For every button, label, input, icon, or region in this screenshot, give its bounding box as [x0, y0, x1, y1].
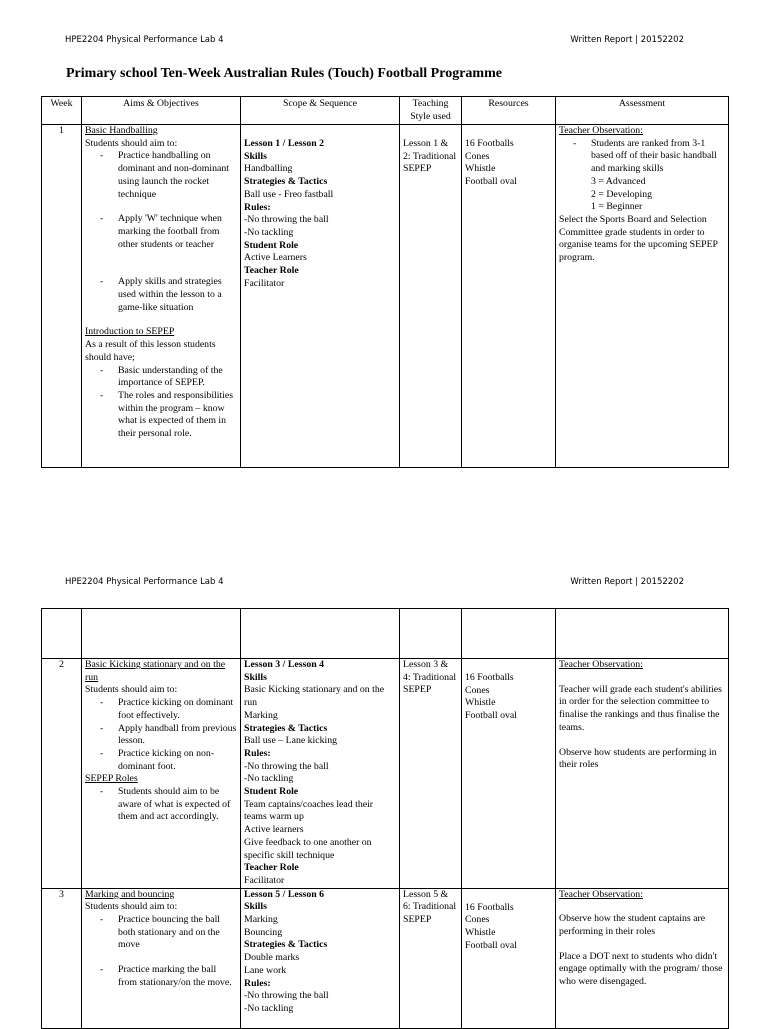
assessment-text: Observe how the student captains are performing in their roles — [559, 913, 706, 938]
aims-heading: Basic Kicking stationary and on the run — [85, 659, 226, 683]
aims-intro-2: As a result of this lesson students should have; — [85, 339, 216, 363]
week-number: 1 — [42, 125, 82, 468]
aims-heading-2: Introduction to SEPEP — [85, 326, 175, 338]
style-cell — [400, 659, 462, 889]
aims-cell — [82, 888, 241, 1028]
skills-heading: Skills — [244, 901, 267, 913]
aims-intro: Students should aim to: — [85, 684, 178, 696]
student-role-text: Give feedback to one another on specific skill technique — [244, 836, 372, 861]
aims-heading: Basic Handballing — [85, 125, 158, 136]
skills-text: Marking — [244, 709, 278, 721]
list-item: - Apply handball from previous lesson. — [118, 723, 237, 748]
col-assessment-header: Assessment — [556, 97, 729, 125]
list-item: - Practice bouncing the ball both stationary and on the move — [118, 914, 237, 952]
rules-heading: Rules: — [244, 201, 271, 213]
strategies-text: Lane work — [244, 964, 287, 976]
strategies-text: Ball use - Freo fastball — [244, 188, 334, 200]
aims-cell — [82, 125, 241, 468]
resource-item: 16 Footballs — [465, 672, 514, 683]
rule-text: -No tackling — [244, 773, 294, 785]
rules-heading: Rules: — [244, 747, 271, 759]
resource-item: Whistle — [465, 163, 496, 175]
scope-cell — [241, 125, 400, 468]
level-text: 3 = Advanced — [591, 175, 646, 187]
scope-cell — [241, 659, 400, 889]
skills-heading: Skills — [244, 150, 267, 162]
document-title: Primary school Ten-Week Australian Rules (Touch) Football Programme — [66, 66, 502, 81]
rule-text: -No tackling — [244, 1002, 294, 1014]
resource-item: Cones — [465, 914, 490, 926]
strategies-text: Double marks — [244, 952, 300, 964]
skills-text: Marking — [244, 914, 278, 926]
aims-list-2 — [85, 786, 237, 824]
skills-text: Handballing — [244, 163, 293, 175]
list-item: - Practice marking the ball from stationary/on the move. — [118, 964, 237, 989]
list-item: - Apply 'W' technique when marking the football from other students or teacher — [118, 213, 237, 251]
assessment-heading: Teacher Observation: — [559, 125, 643, 136]
resource-item: Cones — [465, 684, 490, 696]
week-number: 2 — [42, 659, 82, 889]
list-item: - Basic understanding of the importance of SEPEP. — [118, 365, 237, 390]
table-header-row — [42, 97, 729, 125]
resource-item: Football oval — [465, 939, 517, 951]
page2-header-left: HPE2204 Physical Performance Lab 4 — [65, 577, 224, 587]
assessment-heading: Teacher Observation: — [559, 888, 643, 900]
student-role-heading: Student Role — [244, 786, 299, 798]
table-row-week-3 — [42, 888, 729, 1028]
resources-cell — [462, 659, 556, 889]
resources-cell — [462, 125, 556, 468]
rule-text: -No throwing the ball — [244, 760, 329, 772]
table-row-week-2 — [42, 659, 729, 889]
skills-heading: Skills — [244, 671, 267, 683]
student-role-text: Active Learners — [244, 252, 307, 264]
list-item: - Practice handballing on dominant and non-dominant using launch the rocket technique — [118, 150, 237, 201]
col-aims-header: Aims & Objectives — [82, 97, 241, 125]
list-item: - Students should aim to be aware of what is expected of them and act accordingly. — [118, 786, 237, 824]
level-text: 1 = Beginner — [591, 201, 643, 213]
assessment-text: Teacher will grade each student's abilities in order for the selection committee to finalise the rankings and thus finalise the teams. — [559, 683, 722, 733]
col-week-header: Week — [42, 97, 82, 125]
empty-header-row — [42, 609, 729, 659]
list-item: - Students are ranked from 3-1 based off of their basic handball and marking skills — [591, 138, 725, 176]
aims-intro: Students should aim to: — [85, 137, 178, 149]
strategies-heading: Strategies & Tactics — [244, 939, 328, 951]
lesson-label: Lesson 3 / Lesson 4 — [244, 659, 325, 670]
teaching-style: Lesson 3 & 4: Traditional SEPEP — [403, 659, 457, 696]
lesson-label: Lesson 5 / Lesson 6 — [244, 888, 325, 900]
aims-intro: Students should aim to: — [85, 901, 178, 913]
aims-list-2 — [85, 365, 237, 441]
aims-heading: Marking and bouncing — [85, 888, 175, 900]
teaching-style: Lesson 5 & 6: Traditional SEPEP — [403, 888, 457, 926]
student-role-text: Active learners — [244, 824, 304, 836]
style-cell — [400, 125, 462, 468]
assessment-text: Observe how students are performing in their roles — [559, 746, 717, 771]
aims-list — [85, 150, 237, 314]
student-role-heading: Student Role — [244, 239, 299, 251]
resource-item: Football oval — [465, 710, 517, 722]
strategies-heading: Strategies & Tactics — [244, 722, 328, 734]
resource-item: Cones — [465, 150, 490, 162]
programme-table-page1 — [41, 96, 729, 468]
page-header-left: HPE2204 Physical Performance Lab 4 — [65, 35, 224, 45]
strategies-heading: Strategies & Tactics — [244, 176, 328, 188]
resource-item: Whistle — [465, 697, 496, 709]
rules-heading: Rules: — [244, 977, 271, 989]
lesson-label: Lesson 1 / Lesson 2 — [244, 138, 325, 149]
style-cell — [400, 888, 462, 1028]
aims-heading-2: SEPEP Roles — [85, 773, 138, 785]
scope-cell — [241, 888, 400, 1028]
assessment-cell — [556, 888, 729, 1028]
resources-cell — [462, 888, 556, 1028]
rule-text: -No throwing the ball — [244, 990, 329, 1002]
rule-text: -No tackling — [244, 226, 294, 238]
level-text: 2 = Developing — [591, 188, 653, 200]
teacher-role-heading: Teacher Role — [244, 862, 299, 874]
teaching-style: Lesson 1 & 2: Traditional SEPEP — [403, 138, 457, 175]
assessment-list — [559, 138, 725, 214]
assessment-text: Select the Sports Board and Selection Committee grade students in order to organise teams for the upcoming SEPEP program. — [559, 213, 718, 264]
strategies-text: Ball use – Lane kicking — [244, 735, 338, 747]
programme-table-page2 — [41, 608, 729, 1029]
list-item: - Practice kicking on dominant foot effectively. — [118, 697, 237, 722]
aims-list — [85, 914, 237, 990]
resource-item: Whistle — [465, 927, 496, 939]
col-resources-header: Resources — [462, 97, 556, 125]
assessment-text: Place a DOT next to students who didn't engage optimally with the program/ those who were disengaged. — [559, 950, 723, 988]
assessment-cell — [556, 659, 729, 889]
resource-item: Football oval — [465, 176, 517, 188]
resource-item: 16 Footballs — [465, 901, 514, 913]
list-item: - Practice kicking on non-dominant foot. — [118, 748, 237, 773]
aims-cell — [82, 659, 241, 889]
resource-item: 16 Footballs — [465, 138, 514, 149]
list-item: - The roles and responsibilities within the program – know what is expected of them in their personal role. — [118, 390, 237, 441]
teacher-role-text: Facilitator — [244, 874, 285, 886]
assessment-heading: Teacher Observation: — [559, 659, 643, 670]
aims-list — [85, 697, 237, 773]
table-row-week-1 — [42, 125, 729, 468]
page2-header-right: Written Report | 20152202 — [570, 577, 684, 587]
week-number: 3 — [42, 888, 82, 1028]
teacher-role-text: Facilitator — [244, 277, 285, 289]
col-style-header: Teaching Style used — [400, 97, 462, 125]
assessment-cell — [556, 125, 729, 468]
skills-text: Basic Kicking stationary and on the run — [244, 684, 385, 709]
page-header-right: Written Report | 20152202 — [570, 35, 684, 45]
rule-text: -No throwing the ball — [244, 214, 329, 226]
skills-text: Bouncing — [244, 926, 283, 938]
col-scope-header: Scope & Sequence — [241, 97, 400, 125]
student-role-text: Team captains/coaches lead their teams warm up — [244, 798, 374, 823]
teacher-role-heading: Teacher Role — [244, 265, 299, 277]
list-item: - Apply skills and strategies used within the lesson to a game-like situation — [118, 276, 237, 314]
